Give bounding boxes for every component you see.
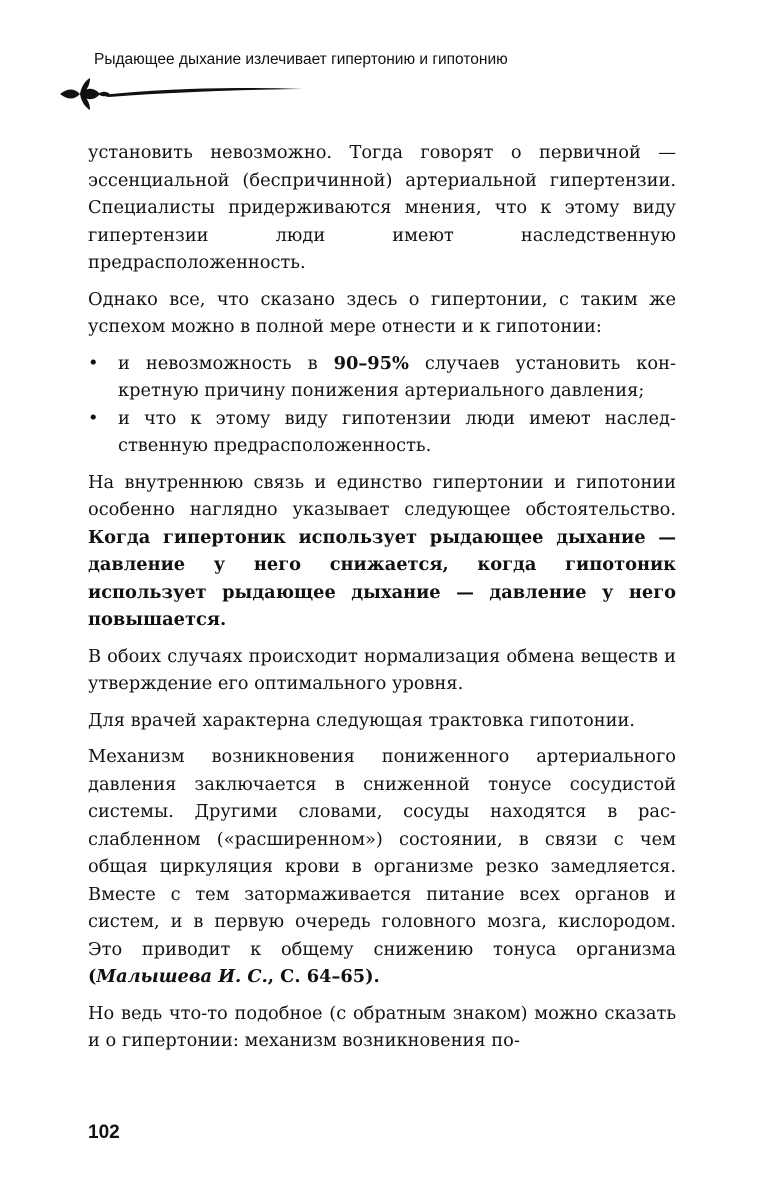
citation-author: Малышева И. С. [96,966,268,987]
running-header-title: Рыдающее дыхание излечивает гипертонию и гипотонию [94,51,508,68]
paragraph-internal-link: На внутреннюю связь и единство гипертонии и гипотонии особенно наглядно указывает следующее обстоятельство. Когда гипертоник использует рыдающее дыхание — давление у него снижается, когда гипотоник использует рыдающее дыхание — давление у него повышается. [88,471,676,630]
main-text-column [88,139,676,1064]
paragraph-hypotonia-intro: Однако все, что сказано здесь о гипертонии, с таким же успехом можно в полной мере отнести и к гипотонии: [88,288,676,337]
paragraph-doctors-view: Для врачей характерна следующая трактовка гипотонии. [88,709,635,731]
page-number: 102 [88,1122,120,1143]
bold-percentage: 90–95% [333,352,409,374]
bold-emphasis: Когда гипертоник использует рыдающее дыхание — давление у него снижается, когда гипотоник использует рыдающее дыхание — давление у него повышается. [88,526,676,630]
decorative-ornament-rule [58,74,308,114]
bullet-icon: • [88,407,99,429]
list-item: • и невозможность в 90–95% случаев установить конкретную причину понижения артериального давления; [88,350,676,405]
list-item: • и что к этому виду гипотензии люди имеют наследственную предрасположенность. [88,405,676,460]
bullet-list [88,350,676,460]
bullet-icon: • [88,352,99,374]
citation-pages: , С. 64–65). [267,966,380,987]
paragraph-mechanism: Механизм возникновения пониженного артериального давления заключается в сниженной тонусе сосудистой системы. Другими словами, сосуды находятся в расслабленном («расширенном») состоянии, в связи с чем общая циркуляция крови в организме резко замедляется. Вместе с тем затормаживается питание всех органов и систем, и в первую очередь головного мозга, кислородом. Это приводит к общему снижению тонуса организма (Малышева И. С., С. 64–65). [88,746,676,987]
paragraph-continuation: установить невозможно. Тогда говорят о первичной — эссенциальной (беспричинной) артериальной гипертензии. Специалисты придерживаются мнения, что к этому виду гипертензии люди имеют наследственную предрасположенность. [88,142,676,273]
paragraph-normalization: В обоих случаях происходит нормализация обмена веществ и утверждение его оптимального уровня. [88,645,676,694]
paragraph-hypertonia-analogy: Но ведь что-то подобное (с обратным знаком) можно сказать и о гипертонии: механизм возникновения по- [88,1002,676,1051]
